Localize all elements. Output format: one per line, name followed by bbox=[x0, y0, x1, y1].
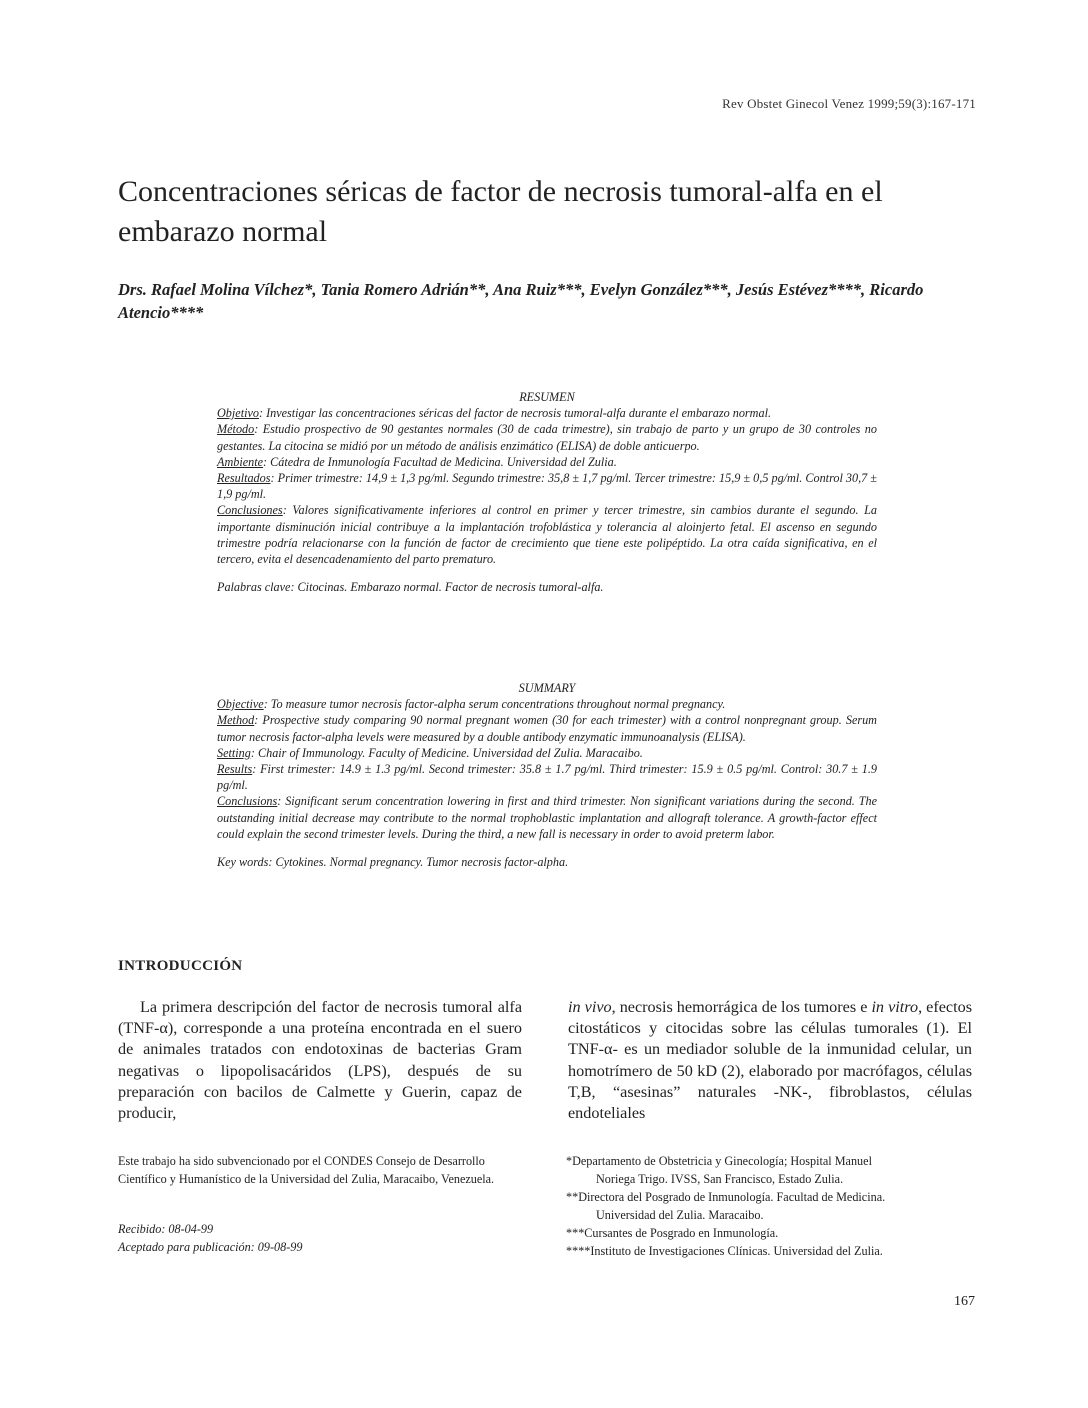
affiliations-footnote bbox=[566, 1152, 966, 1260]
intro-paragraph-right bbox=[568, 997, 972, 1124]
body-column-left bbox=[118, 997, 522, 1124]
affiliation-text-cont: Noriega Trigo. IVSS, San Francisco, Estado Zulia. bbox=[596, 1172, 844, 1186]
affiliation-text: Departamento de Obstetricia y Ginecología; Hospital Manuel bbox=[572, 1154, 872, 1168]
summary-method-label: Method bbox=[217, 713, 255, 728]
resumen-keywords: Palabras clave: Citocinas. Embarazo normal. Factor de necrosis tumoral-alfa. bbox=[217, 580, 604, 595]
summary-results-text: : First trimester: 14.9 ± 1.3 pg/ml. Second trimester: 35.8 ± 1.7 pg/ml. Third trimester: 15.9 ± 0.5 pg/ml. Control: 30.7 ± 1.9 pg/ml. bbox=[217, 762, 877, 793]
in-vitro-term: in vitro bbox=[871, 998, 919, 1016]
resumen-method-text: : Estudio prospectivo de 90 gestantes normales (30 de cada trimestre), sin trabajo de parto y un grupo de 30 controles no gestantes. La citocina se midió por un método de análisis enzimático (ELISA) de doble anticuerpo. bbox=[217, 422, 877, 453]
resumen-setting-text: : Cátedra de Inmunología Facultad de Medicina. Universidad del Zulia. bbox=[263, 454, 617, 469]
summary-objective-label: Objective bbox=[217, 697, 264, 712]
affiliation-mark: **** bbox=[566, 1244, 591, 1258]
resumen-objective-label: Objetivo bbox=[217, 406, 259, 421]
resumen-heading: RESUMEN bbox=[519, 390, 575, 404]
summary-conclusions bbox=[217, 793, 877, 842]
affiliation-4 bbox=[566, 1242, 966, 1260]
affiliation-1 bbox=[566, 1152, 966, 1188]
resumen-setting bbox=[217, 454, 877, 470]
affiliation-text-cont: Universidad del Zulia. Maracaibo. bbox=[596, 1208, 764, 1222]
affiliation-mark: *** bbox=[566, 1226, 585, 1240]
funding-footnote: Este trabajo ha sido subvencionado por el CONDES Consejo de Desarrollo Científico y Humanístico de la Universidad del Zulia, Maracaibo, Venezuela. bbox=[118, 1154, 495, 1186]
resumen-conclusions-text: : Valores significativamente inferiores al control en primer y tercer trimestre, sin cambios durante el segundo. La importante disminución inicial contribuye a la implantación trofoblástica y tolerancia al aloinjerto fetal. El ascenso en segundo trimestre podría relacionarse con la función de factor de crecimiento que tiene este polipéptido. La otra caída significativa, en el tercero, evita el desencadenamiento del parto prematuro. bbox=[217, 503, 877, 567]
summary-keywords: Key words: Cytokines. Normal pregnancy. Tumor necrosis factor-alpha. bbox=[217, 855, 569, 870]
affiliation-text: Cursantes de Posgrado en Inmunología. bbox=[584, 1226, 779, 1240]
summary-heading: SUMMARY bbox=[518, 681, 576, 695]
page-number: 167 bbox=[954, 1294, 975, 1309]
resumen-results-text: : Primer trimestre: 14,9 ± 1,3 pg/ml. Segundo trimestre: 35,8 ± 1,7 pg/ml. Tercer trimestre: 15,9 ± 0,5 pg/ml. Control 30,7 ± 1,9 pg/ml. bbox=[217, 471, 877, 502]
resumen-objective bbox=[217, 405, 877, 421]
summary-setting-text: : Chair of Immunology. Faculty of Medicine. Universidad del Zulia. Maracaibo. bbox=[250, 745, 643, 760]
resumen-results bbox=[217, 470, 877, 502]
section-heading-introduccion: INTRODUCCIÓN bbox=[118, 958, 243, 974]
summary-abstract bbox=[217, 680, 877, 870]
affiliation-3 bbox=[566, 1224, 966, 1242]
summary-setting bbox=[217, 745, 877, 761]
summary-results-label: Results bbox=[217, 762, 253, 777]
author-list: Drs. Rafael Molina Vílchez*, Tania Romero Adrián**, Ana Ruiz***, Evelyn González***, Jesús Estévez****, Ricardo Atencio**** bbox=[118, 280, 924, 322]
accepted-date: Aceptado para publicación: 09-08-99 bbox=[118, 1240, 303, 1254]
resumen-conclusions bbox=[217, 502, 877, 567]
resumen-results-label: Resultados bbox=[217, 471, 271, 486]
article-title: Concentraciones séricas de factor de necrosis tumoral-alfa en el embarazo normal bbox=[118, 175, 883, 248]
summary-conclusions-text: : Significant serum concentration lowering in first and third trimester. Non significant variations during the second. The outstanding initial decrease may contribute to the normal trophoblastic implantation and allograft tolerance. A growth-factor effect could explain the second trimester levels. During the third, a new fall is necessary in order to avoid preterm labor. bbox=[217, 794, 877, 841]
summary-method bbox=[217, 712, 877, 744]
resumen-conclusions-label: Conclusiones bbox=[217, 503, 283, 518]
received-date: Recibido: 08-04-99 bbox=[118, 1222, 214, 1236]
summary-results bbox=[217, 761, 877, 793]
intro-right-text-1: , necrosis hemorrágica de los tumores e bbox=[611, 998, 872, 1016]
summary-objective bbox=[217, 696, 877, 712]
resumen-objective-text: : Investigar las concentraciones séricas del factor de necrosis tumoral-alfa durante el embarazo normal. bbox=[258, 406, 771, 421]
dates-footnote bbox=[118, 1220, 498, 1256]
affiliation-text: Instituto de Investigaciones Clínicas. Universidad del Zulia. bbox=[590, 1244, 883, 1258]
affiliation-mark: * bbox=[566, 1154, 573, 1168]
journal-citation: Rev Obstet Ginecol Venez 1999;59(3):167-171 bbox=[722, 96, 976, 111]
affiliation-2 bbox=[566, 1188, 966, 1224]
in-vivo-term: in vivo bbox=[568, 998, 612, 1016]
summary-setting-label: Setting bbox=[217, 745, 251, 760]
summary-method-text: : Prospective study comparing 90 normal pregnant women (30 for each trimester) with a control nonpregnant group. Serum tumor necrosis factor-alpha levels were measured by a double antibody enzymatic immunoanalysis (ELISA). bbox=[217, 713, 877, 744]
summary-objective-text: : To measure tumor necrosis factor-alpha serum concentrations throughout normal pregnancy. bbox=[263, 697, 726, 712]
resumen-setting-label: Ambiente bbox=[217, 454, 264, 469]
resumen-method-label: Método bbox=[217, 422, 255, 437]
intro-right-text-2: , efectos citostáticos y citocidas sobre las células tumorales (1). El TNF-α- es un mediador soluble de la inmunidad celular, un homotrímero de 50 kD (2), elaborado por macrófagos, células T,B, “asesinas” naturales -NK-, fibroblastos, células endoteliales bbox=[568, 998, 972, 1123]
resumen-abstract bbox=[217, 389, 877, 595]
intro-paragraph-left: La primera descripción del factor de necrosis tumoral alfa (TNF-α), corresponde a una proteína encontrada en el suero de animales tratados con endotoxinas de bacterias Gram negativas o lipopolisacáridos (LPS), después de su preparación con bacilos de Calmette y Guerin, capaz de producir, bbox=[118, 998, 522, 1123]
summary-conclusions-label: Conclusions bbox=[217, 794, 278, 809]
resumen-method bbox=[217, 421, 877, 453]
affiliation-text: Directora del Posgrado de Inmunología. Facultad de Medicina. bbox=[578, 1190, 886, 1204]
affiliation-mark: ** bbox=[566, 1190, 579, 1204]
body-column-right bbox=[568, 997, 972, 1124]
